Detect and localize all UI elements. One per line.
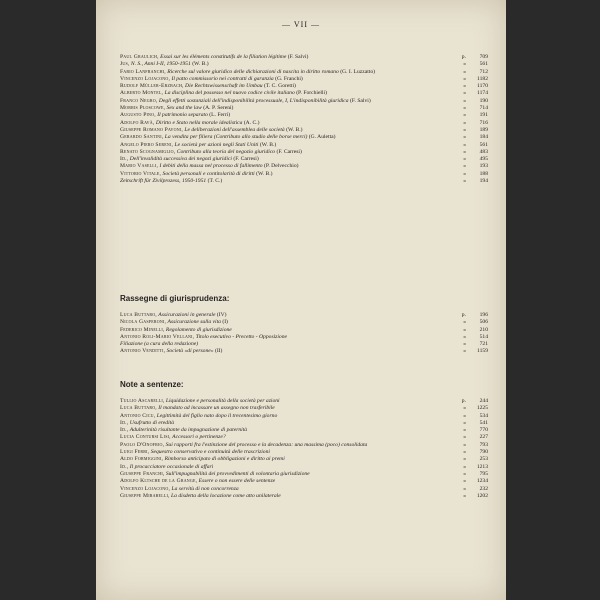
entry-page-prefix: » <box>463 434 466 441</box>
entry-author: Augusto Pino, <box>120 112 156 119</box>
entry-reviewer: (F. Carresi) <box>233 156 259 163</box>
index-entry <box>120 478 488 485</box>
entry-text <box>120 120 457 127</box>
entry-page-number: 716 <box>479 119 488 126</box>
entry-page-prefix: » <box>463 478 466 485</box>
entry-title: Contributo alla teoria del negozio giuridico <box>176 148 276 155</box>
entry-text <box>120 163 457 170</box>
entry-page-number: 561 <box>479 61 488 68</box>
index-entry <box>120 178 488 185</box>
entry-reviewer: (P. Forchielli) <box>296 90 327 97</box>
entry-page-number: 1182 <box>477 75 488 82</box>
entry-title: Società «di persone» <box>166 348 214 355</box>
entry-page-number: 495 <box>479 156 488 163</box>
entry-page-prefix: » <box>463 148 466 155</box>
entry-title: Il mandato ad incassare un assegno non trasferibile <box>158 405 275 412</box>
entry-page-number: 534 <box>479 412 488 419</box>
entry-reviewer: (W. B.) <box>259 141 277 148</box>
index-entry <box>120 456 488 463</box>
entry-page-prefix: » <box>463 485 466 492</box>
entry-title: Titolo esecutivo - Precetto - Opposizione <box>195 333 287 340</box>
entry-reviewer: (G. Auletta) <box>308 134 336 141</box>
entry-page-prefix: » <box>463 178 466 185</box>
entry-page-prefix: » <box>463 141 466 148</box>
entry-title: La vendita per filiera (Contributo allo studio delle borse merci) <box>164 134 308 141</box>
entry-title: Diritto e Stato nella morale idealistica <box>155 119 243 126</box>
entry-page-number: 561 <box>479 141 488 148</box>
entry-page-prefix: » <box>463 333 466 340</box>
index-entry <box>120 134 488 141</box>
entry-text <box>120 112 457 119</box>
entry-reviewer: (A. C.) <box>243 119 260 126</box>
entry-reviewer: (P. Delvecchio) <box>264 163 299 170</box>
entry-reviewer: (T. C. Goretti) <box>263 83 296 90</box>
entry-page-prefix: » <box>463 419 466 426</box>
index-entry <box>120 163 488 170</box>
index-entry <box>120 319 488 326</box>
reviews-list <box>120 54 488 185</box>
index-entry <box>120 348 488 355</box>
entry-text <box>120 319 457 326</box>
entry-text <box>120 434 457 441</box>
entry-text <box>120 327 457 334</box>
entry-text <box>120 98 457 105</box>
entry-reviewer: (T. C.) <box>207 178 223 185</box>
entry-author: Franco Negro, <box>120 97 158 104</box>
entry-page-number: 483 <box>479 148 488 155</box>
entry-page-prefix: » <box>463 105 466 112</box>
entry-page-prefix: » <box>463 97 466 104</box>
entry-page-number: 244 <box>479 398 488 404</box>
entry-page-number: 514 <box>479 333 488 340</box>
index-entry <box>120 120 488 127</box>
entry-title: Adulterinità risultante da impugnazione di paternità <box>129 427 248 434</box>
entry-title: Accessori o pertinenze? <box>172 434 226 441</box>
entry-page-number: 188 <box>479 170 488 177</box>
entry-page-number: 1202 <box>476 492 488 499</box>
entry-author: Luigi Ferri, <box>120 449 150 456</box>
entry-page-number: 227 <box>479 434 488 441</box>
entry-page-prefix: » <box>463 163 466 170</box>
index-entry <box>120 464 488 471</box>
index-entry <box>120 327 488 334</box>
entry-reviewer: (W. B.) <box>192 61 209 68</box>
entry-author: Antonio Venditti, <box>120 348 166 355</box>
entry-page-prefix: » <box>463 119 466 126</box>
entry-page-number: 210 <box>479 326 488 333</box>
entry-page-number: 1213 <box>476 463 488 470</box>
entry-author: Antonio Roli-Mario Vellani, <box>120 333 195 340</box>
entry-author: Giuseppe Romano Pavoni, <box>120 126 183 133</box>
entry-title: Liquidazione e personalità della società per azioni <box>165 398 280 404</box>
entry-page-number: 189 <box>479 126 488 133</box>
note-list <box>120 398 488 500</box>
entry-text <box>120 471 457 478</box>
entry-title: Degli effetti sostanziali dell'indisponibilità processuale, I, L'indisponibilità giuridica <box>158 97 349 104</box>
entry-author: Antonio Cicu, <box>120 412 156 419</box>
entry-page-prefix: » <box>463 405 466 412</box>
entry-reviewer: (F. Carresi) <box>276 148 302 155</box>
entry-title: Ricerche sul valore giuridico delle dichiarazioni di nascita in diritto romano <box>167 68 339 75</box>
entry-text <box>120 69 457 76</box>
entry-author: Rudolf Müller-Erzbach, <box>120 83 184 90</box>
entry-reviewer: (I) <box>222 319 228 326</box>
entry-text <box>120 90 457 97</box>
entry-author: Luca Buttaro, <box>120 312 157 318</box>
entry-page-number: 194 <box>479 178 488 185</box>
entry-title: La disdetta della locazione come atto unilaterale <box>171 492 281 499</box>
entry-author: Morris Ploscowe, <box>120 105 166 112</box>
entry-title: La servitù di non concorrenza <box>171 485 239 492</box>
index-entry <box>120 142 488 149</box>
entry-page-prefix: p. <box>461 398 466 404</box>
entry-reviewer: (W. B.) <box>286 126 303 133</box>
entry-reviewer: (W. B.) <box>256 170 273 177</box>
entry-title: Società personali e contitolarità di diritti <box>162 170 255 177</box>
entry-text <box>120 493 457 500</box>
entry-text <box>120 405 457 412</box>
entry-page-prefix: » <box>463 326 466 333</box>
entry-page-number: 253 <box>479 456 488 463</box>
entry-author: Jus, <box>120 61 130 68</box>
index-entry <box>120 98 488 105</box>
entry-page-prefix: » <box>463 68 466 75</box>
entry-page-prefix: » <box>463 83 466 90</box>
entry-reviewer: (II) <box>214 348 223 355</box>
entry-page-number: 795 <box>479 470 488 477</box>
entry-reviewer: (G. Franchi) <box>275 75 303 82</box>
entry-page-number: 790 <box>479 449 488 456</box>
entry-page-prefix: p. <box>461 54 466 60</box>
entry-page-number: 793 <box>479 441 488 448</box>
entry-page-prefix: » <box>463 319 466 326</box>
entry-author: Alberto Montel, <box>120 90 164 97</box>
entry-page-number: 714 <box>479 105 488 112</box>
entry-page-number: 1170 <box>477 83 488 90</box>
entry-author: Vittorio Vitale, <box>120 170 162 177</box>
entry-page-number: 1225 <box>476 405 488 412</box>
entry-page-prefix: » <box>463 170 466 177</box>
entry-reviewer: (F. Salvi) <box>287 54 309 60</box>
rassegne-list <box>120 312 488 356</box>
entry-text <box>120 420 457 427</box>
entry-reviewer: (G. I. Luzzatto) <box>340 68 375 75</box>
entry-title: Legittimità del figlio nato dopo il trecentesimo giorno <box>156 412 278 419</box>
entry-title: Il patto commissorio nei contratti di garanzia <box>171 75 274 82</box>
index-entry <box>120 69 488 76</box>
entry-author: Giuseppe Mirabelli, <box>120 492 170 499</box>
entry-author: Vincenzo Lojacono, <box>120 485 171 492</box>
entry-author: Federico Minelli, <box>120 326 165 333</box>
entry-reviewer: (F. Salvi) <box>350 97 371 104</box>
entry-title: Le deliberazioni dell'assemblea delle società <box>184 126 285 133</box>
entry-title: I debiti della massa nel processo di fallimento <box>159 163 263 170</box>
entry-page-prefix: » <box>463 90 466 97</box>
index-entry <box>120 420 488 427</box>
index-entry <box>120 493 488 500</box>
entry-author: Paolo D'Onofrio, <box>120 441 165 448</box>
entry-page-prefix: p. <box>461 312 466 318</box>
entry-page-prefix: » <box>463 412 466 419</box>
entry-author: Mario Vaselli, <box>120 163 159 170</box>
index-entry <box>120 405 488 412</box>
entry-title: Dell'invalidità successiva dei negozi giuridici <box>129 156 232 163</box>
book-page <box>96 0 506 600</box>
entry-title: Assicurazione sulla vita <box>167 319 221 326</box>
entry-reviewer: (A. P. Sereni) <box>203 105 234 112</box>
index-entry <box>120 434 488 441</box>
index-entry <box>120 471 488 478</box>
entry-title: N. S., Anni I-II, 1950-1951 <box>130 61 191 68</box>
entry-page-prefix: » <box>463 449 466 456</box>
entry-text <box>120 442 457 449</box>
entry-author: Renato Scognamiglio, <box>120 148 176 155</box>
entry-title: Il procacciatore occasionale di affari <box>129 463 214 470</box>
index-entry <box>120 486 488 493</box>
entry-page-number: 232 <box>479 485 488 492</box>
entry-author: Id., <box>120 463 129 470</box>
entry-page-number: 709 <box>479 54 488 60</box>
entry-title: Filiazione (a cura della redazione) <box>120 341 199 348</box>
index-entry <box>120 449 488 456</box>
entry-title: Zeitschrift für Zivilprozess, 1950-1951 <box>120 178 207 185</box>
entry-title: Assicurazioni in generale <box>158 312 216 318</box>
index-entry <box>120 112 488 119</box>
entry-author: Nicola Gasperoni, <box>120 319 167 326</box>
entry-author: Gerardo Santini, <box>120 134 164 141</box>
entry-title: Sui rapporti fra l'estinzione del processo e la decadenza: una massima (poco) consolidata <box>165 441 368 448</box>
entry-page-number: 191 <box>479 112 488 119</box>
entry-page-number: 721 <box>479 341 488 348</box>
entry-author: Angelo Piero Sereni, <box>120 141 174 148</box>
entry-page-number: 1234 <box>476 478 488 485</box>
section-heading-rassegne: Rassegne di giurisprudenza: <box>120 294 230 303</box>
entry-text <box>120 61 457 68</box>
entry-reviewer: (IV) <box>216 312 227 318</box>
entry-page-prefix: » <box>463 134 466 141</box>
entry-author: Id., <box>120 419 129 426</box>
entry-title: Sull'impugnabilità dei provvedimenti di volontaria giurisdizione <box>165 470 310 477</box>
entry-author: Aldo Formiggini, <box>120 456 164 463</box>
entry-title: Essai sur les éléments constitutifs de la filiation légitime <box>160 54 287 60</box>
entry-text <box>120 178 457 185</box>
entry-page-prefix: » <box>463 456 466 463</box>
entry-page-number: 1159 <box>477 348 488 355</box>
entry-title: Rimborso anticipato di obbligazioni e diritto ai premi <box>164 456 285 463</box>
entry-page-number: 541 <box>479 419 488 426</box>
entry-page-prefix: » <box>463 348 466 355</box>
entry-text <box>120 134 457 141</box>
entry-author: Luca Buttaro, <box>120 405 157 412</box>
entry-text <box>120 142 457 149</box>
entry-title: Le società per azioni negli Stati Uniti <box>174 141 259 148</box>
entry-text <box>120 348 457 355</box>
entry-text <box>120 464 457 471</box>
entry-page-number: 190 <box>479 97 488 104</box>
entry-page-prefix: » <box>463 492 466 499</box>
entry-text <box>120 449 457 456</box>
entry-author: Giuseppe Franchi, <box>120 470 165 477</box>
entry-author: Id., <box>120 427 129 434</box>
index-entry <box>120 171 488 178</box>
entry-page-prefix: » <box>463 75 466 82</box>
entry-title: Sex and the law <box>166 105 202 112</box>
index-entry <box>120 442 488 449</box>
entry-author: Lucia Contursi Lisi, <box>120 434 171 441</box>
entry-title: La disciplina del possesso nel nuovo codice civile italiano <box>164 90 295 97</box>
entry-text <box>120 456 457 463</box>
index-entry <box>120 61 488 68</box>
entry-title: Usufrutto di eredità <box>129 419 174 426</box>
entry-page-number: 1174 <box>477 90 488 97</box>
entry-page-prefix: » <box>463 341 466 348</box>
entry-page-number: 193 <box>479 163 488 170</box>
entry-author: Id., <box>120 156 129 163</box>
entry-page-prefix: » <box>463 126 466 133</box>
entry-title: Il patrimonio separato <box>157 112 208 119</box>
entry-page-number: 184 <box>479 134 488 141</box>
entry-title: Sequestro conservativo e continuità delle trascrizioni <box>150 449 270 456</box>
entry-page-number: 506 <box>479 319 488 326</box>
entry-page-number: 712 <box>479 68 488 75</box>
entry-page-prefix: » <box>463 463 466 470</box>
entry-text <box>120 486 457 493</box>
entry-author: Tullio Ascarelli, <box>120 398 165 404</box>
index-entry <box>120 90 488 97</box>
entry-page-prefix: » <box>463 427 466 434</box>
entry-text <box>120 427 457 434</box>
entry-text <box>120 478 457 485</box>
entry-page-prefix: » <box>463 441 466 448</box>
entry-author: Fabio Lanfranchi, <box>120 68 166 75</box>
section-heading-note: Note a sentenze: <box>120 380 184 389</box>
entry-text <box>120 413 457 420</box>
entry-author: Adolfo Kltsche de la Grange, <box>120 478 198 485</box>
entry-page-prefix: » <box>463 112 466 119</box>
entry-title: Regolamento di giurisdizione <box>165 326 232 333</box>
entry-author: Vincenzo Lojacono, <box>120 75 171 82</box>
index-entry <box>120 413 488 420</box>
entry-title: Die Rechtswissenschaft im Umbau <box>185 83 263 90</box>
entry-author: Adolfo Ravà, <box>120 119 155 126</box>
entry-title: Essere o non essere delle sentenze <box>198 478 276 485</box>
entry-page-number: 196 <box>479 312 488 318</box>
entry-reviewer: (L. Ferri) <box>209 112 231 119</box>
entry-page-prefix: » <box>463 61 466 68</box>
entry-text <box>120 171 457 178</box>
index-entry <box>120 427 488 434</box>
entry-page-prefix: » <box>463 156 466 163</box>
entry-page-number: 770 <box>479 427 488 434</box>
entry-author: Paul Graulich, <box>120 54 159 60</box>
running-head: — VII — <box>282 20 320 29</box>
entry-page-prefix: » <box>463 470 466 477</box>
